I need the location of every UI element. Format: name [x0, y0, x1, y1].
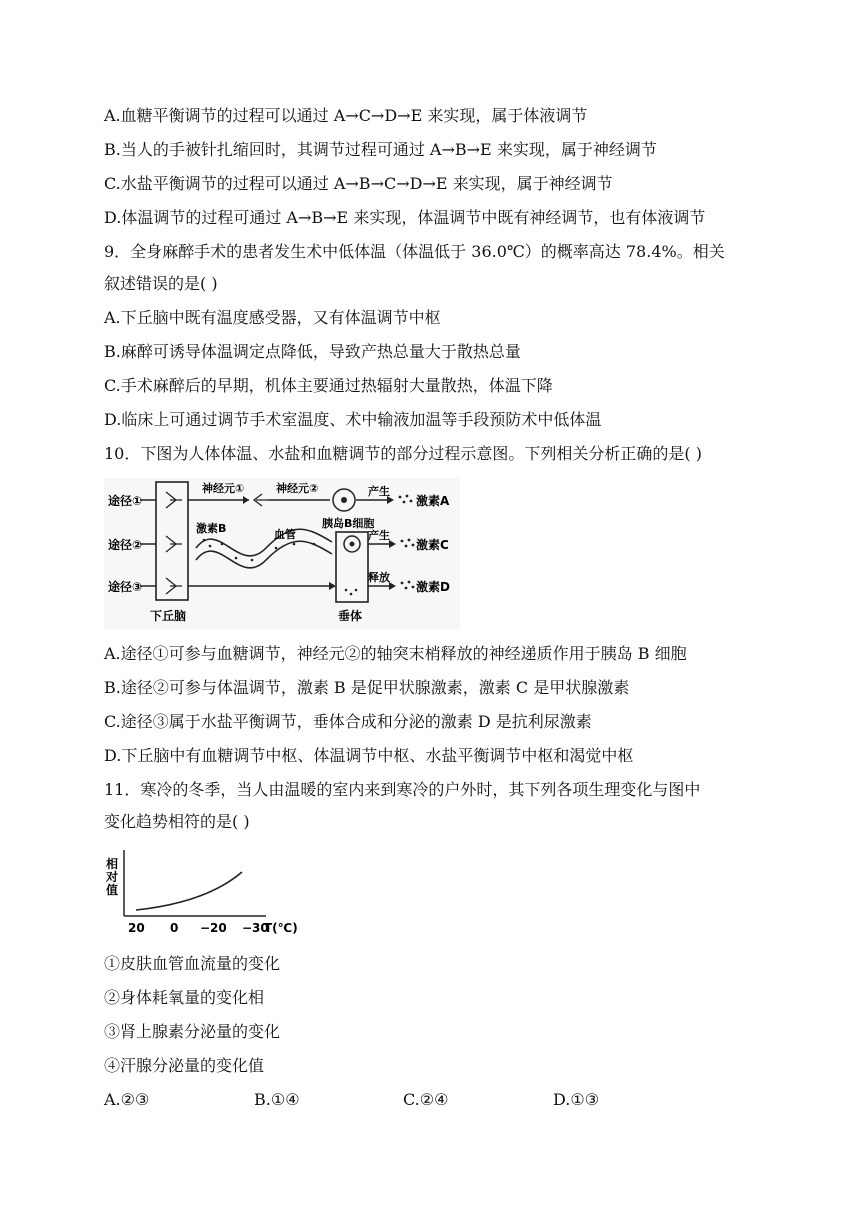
label-hormone-d: 激素D [416, 580, 450, 594]
q10-option-b: B.途径②可参与体温调节，激素 B 是促甲状腺激素，激素 C 是甲状腺激素 [104, 678, 630, 697]
q8-option-d: D.体温调节的过程可通过 A→B→E 来实现，体温调节中既有神经调节，也有体液调节 [104, 208, 706, 227]
q11-choice-b: B.①④ [254, 1090, 300, 1109]
q11-item-1: ①皮肤血管血流量的变化 [104, 954, 281, 973]
label-pituitary: 垂体 [338, 609, 363, 623]
q11-item-4: ④汗腺分泌量的变化值 [104, 1056, 265, 1075]
q9-option-d: D.临床上可通过调节手术室温度、术中输液加温等手段预防术中低体温 [104, 410, 602, 429]
label-path2: 途径② [108, 538, 143, 552]
q10-option-c: C.途径③属于水盐平衡调节，垂体合成和分泌的激素 D 是抗利尿激素 [104, 712, 592, 731]
label-neuron2: 神经元② [276, 482, 319, 495]
y-label-3: 值 [106, 883, 119, 897]
trend-graph [104, 846, 314, 936]
q9-option-b: B.麻醉可诱导体温调定点降低，导致产热总量大于散热总量 [104, 342, 521, 361]
q11-choice-a: A.②③ [104, 1090, 150, 1109]
q9-stem-line2: 叙述错误的是( ) [104, 274, 218, 293]
regulation-pathway-diagram [104, 478, 460, 630]
x-tick-minus20: −20 [200, 921, 227, 935]
label-hypothalamus: 下丘脑 [150, 609, 187, 623]
y-label-1: 相 [106, 857, 119, 871]
q11-choice-d: D.①③ [553, 1090, 600, 1109]
label-neuron1: 神经元① [202, 482, 245, 495]
label-hormone-c: 激素C [416, 538, 449, 552]
q8-option-c: C.水盐平衡调节的过程可以通过 A→B→C→D→E 来实现，属于神经调节 [104, 174, 613, 193]
label-path3: 途径③ [108, 580, 143, 594]
label-release: 释放 [368, 571, 390, 584]
q11-item-2: ②身体耗氧量的变化相 [104, 988, 265, 1007]
q10-stem: 10．下图为人体体温、水盐和血糖调节的部分过程示意图。下列相关分析正确的是( ) [104, 444, 702, 463]
x-tick-minus30: −30 [242, 921, 269, 935]
q9-stem-line1: 9．全身麻醉手术的患者发生术中低体温（体温低于 36.0℃）的概率高达 78.4%。相关 [104, 242, 725, 261]
q11-choice-c: C.②④ [403, 1090, 449, 1109]
label-produce2: 产生 [368, 529, 390, 542]
label-hormone-b: 激素B [196, 522, 227, 535]
label-islet-b-cell: 胰岛B细胞 [322, 517, 375, 530]
q8-option-b: B.当人的手被针扎缩回时，其调节过程可通过 A→B→E 来实现，属于神经调节 [104, 140, 657, 159]
x-tick-0: 0 [170, 921, 179, 935]
trend-curve [136, 872, 242, 910]
q10-option-a: A.途径①可参与血糖调节，神经元②的轴突末梢释放的神经递质作用于胰岛 B 细胞 [104, 644, 687, 663]
q9-option-a: A.下丘脑中既有温度感受器，又有体温调节中枢 [104, 308, 441, 327]
q11-stem-line2: 变化趋势相符的是( ) [104, 812, 250, 831]
y-label-2: 对 [106, 870, 119, 884]
q11-item-3: ③肾上腺素分泌量的变化 [104, 1022, 281, 1041]
label-path1: 途径① [108, 494, 143, 508]
label-vessel: 血管 [274, 528, 296, 541]
x-axis-label: T(℃) [264, 921, 298, 935]
label-produce1: 产生 [368, 485, 390, 498]
q11-stem-line1: 11．寒冷的冬季，当人由温暖的室内来到寒冷的户外时，其下列各项生理变化与图中 [104, 780, 701, 799]
label-hormone-a: 激素A [416, 494, 450, 508]
q8-option-a: A.血糖平衡调节的过程可以通过 A→C→D→E 来实现，属于体液调节 [104, 106, 588, 125]
q9-option-c: C.手术麻醉后的早期，机体主要通过热辐射大量散热，体温下降 [104, 376, 553, 395]
q10-option-d: D.下丘脑中有血糖调节中枢、体温调节中枢、水盐平衡调节中枢和渴觉中枢 [104, 746, 634, 765]
x-tick-20: 20 [128, 921, 145, 935]
